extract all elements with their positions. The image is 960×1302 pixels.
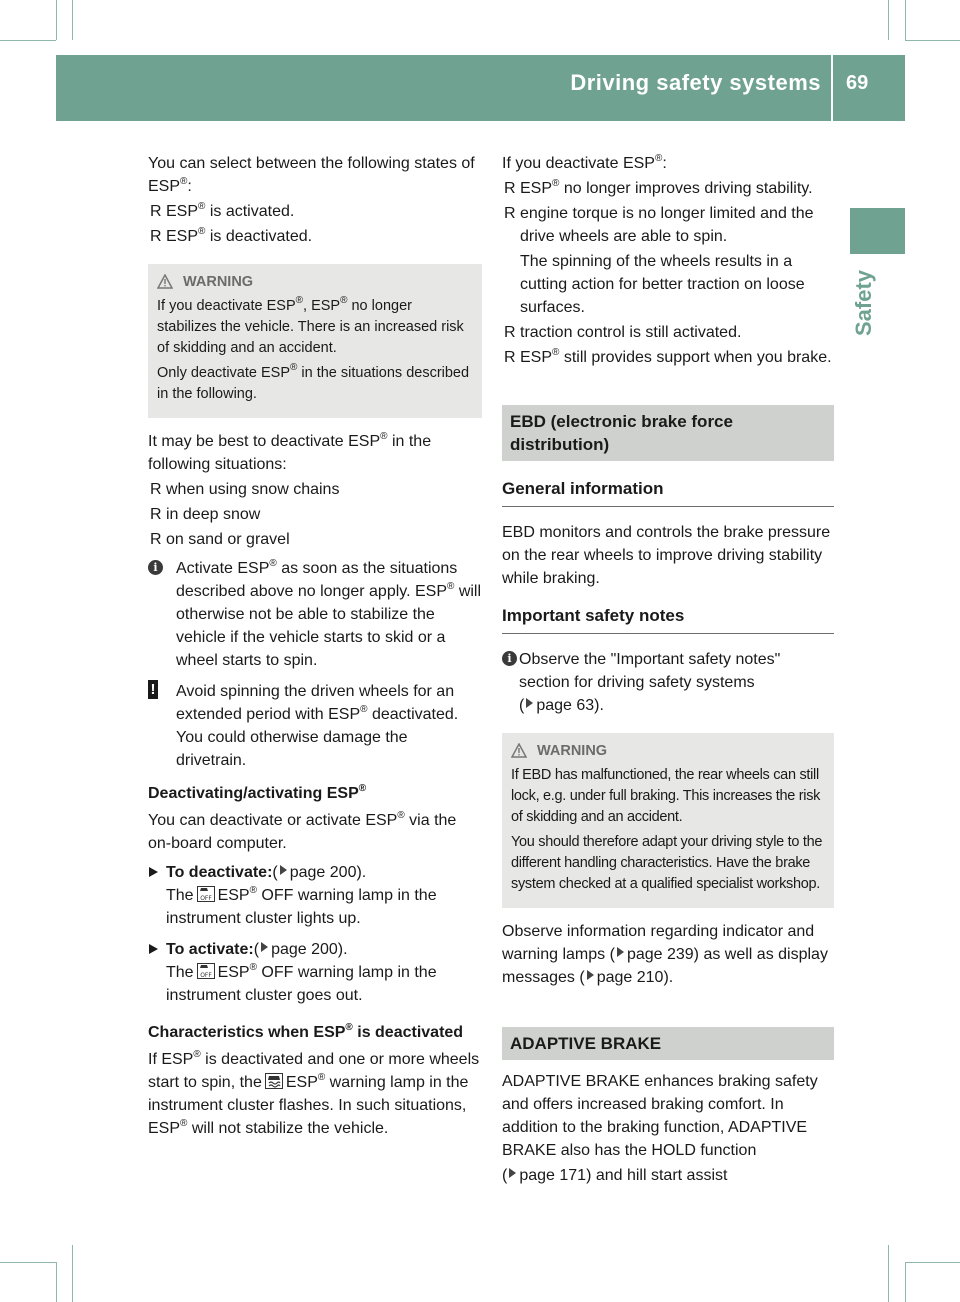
info-icon: i bbox=[148, 560, 163, 575]
page-ref-arrow-icon bbox=[587, 970, 594, 980]
characteristics-text: If ESP® is deactivated and one or more wheels start to spin, the ESP® warning lamp in the instrument cluster flashes. In such situations, ESP® will not stabilize the vehicle. bbox=[148, 1049, 480, 1137]
ebd-section-heading: EBD (electronic brake force distribution) bbox=[502, 405, 834, 461]
step-arrow-icon bbox=[149, 944, 158, 954]
list-item: R ESP® still provides support when you brake. bbox=[504, 347, 832, 366]
page-reference[interactable]: page 200). bbox=[271, 941, 348, 958]
warning-text: If EBD has malfunctioned, the rear wheels can still lock, e.g. under full braking. This increases the risk of skidding and an accident. bbox=[511, 767, 821, 825]
page-ref-arrow-icon bbox=[280, 865, 287, 875]
crop-mark bbox=[905, 1262, 960, 1263]
warning-title: WARNING bbox=[157, 272, 473, 293]
page-reference[interactable]: page 171) and hill start assist bbox=[519, 1167, 728, 1184]
list-item: R on sand or gravel bbox=[150, 531, 290, 548]
info-note: i Activate ESP® as soon as the situations described above no longer apply. ESP® will otherwise not be able to stabilize the vehicle if the vehicle starts to skid or a wheel starts to spin. bbox=[148, 557, 482, 672]
page-reference[interactable]: page 210). bbox=[596, 969, 674, 986]
page-reference[interactable]: page 239) as well as display messages ( bbox=[502, 946, 828, 986]
svg-text:OFF: OFF bbox=[199, 895, 212, 902]
header-bar bbox=[56, 55, 905, 121]
right-column bbox=[502, 152, 834, 1189]
page-ref-arrow-icon bbox=[526, 698, 533, 708]
adaptive-brake-section-heading: ADAPTIVE BRAKE bbox=[502, 1027, 834, 1060]
important-safety-notes-heading: Important safety notes bbox=[502, 604, 834, 634]
observe-information-text: Observe information regarding indicator and warning lamps ( page 239) as well as display messages ( page 210). bbox=[502, 923, 828, 986]
crop-mark bbox=[888, 0, 889, 40]
general-information-text: EBD monitors and controls the brake pressure on the rear wheels to improve driving stability while braking. bbox=[502, 524, 831, 587]
section-tab bbox=[850, 208, 905, 254]
list-item: R engine torque is no longer limited and the drive wheels are able to spin. The spinning of the wheels results in a cutting action for better traction on loose surfaces. bbox=[502, 202, 834, 319]
list-item: R when using snow chains bbox=[150, 481, 340, 498]
crop-mark bbox=[56, 1262, 57, 1302]
warning-triangle-icon bbox=[511, 743, 527, 758]
page-ref-arrow-icon bbox=[617, 947, 624, 957]
warning-triangle-icon bbox=[157, 274, 173, 289]
situations-intro: It may be best to deactivate ESP® in the following situations: bbox=[148, 431, 432, 473]
crop-mark bbox=[0, 1262, 56, 1263]
step-deactivate: To deactivate:( page 200). The OFF ESP® OFF warning lamp in the instrument cluster lights up. bbox=[148, 861, 482, 930]
list-item: R ESP® no longer improves driving stability. bbox=[504, 178, 813, 197]
list-item-continuation: The spinning of the wheels results in a cutting action for better traction on loose surfaces. bbox=[520, 253, 805, 316]
left-column bbox=[148, 152, 482, 1142]
warning-text: You should therefore adapt your driving style to the different handling characteristics. Have the brake system checked at a qualified specialist workshop. bbox=[511, 834, 823, 892]
crop-mark bbox=[72, 0, 73, 40]
step-activate: To activate:( page 200). The OFF ESP® OFF warning lamp in the instrument cluster goes out. bbox=[148, 938, 482, 1007]
section-label: Safety bbox=[851, 269, 876, 336]
adaptive-brake-text: ADAPTIVE BRAKE enhances braking safety and offers increased braking comfort. In addition to the braking function, ADAPTIVE BRAKE also has the HOLD function bbox=[502, 1073, 818, 1159]
esp-off-lamp-icon bbox=[197, 886, 215, 902]
info-note: i Observe the "Important safety notes" section for driving safety systems ( page 63). bbox=[502, 648, 834, 717]
crop-mark bbox=[905, 40, 960, 41]
svg-text:OFF: OFF bbox=[199, 972, 212, 979]
intro-text: You can select between the following states of ESP®: bbox=[148, 155, 475, 195]
warning-box bbox=[502, 733, 834, 908]
crop-mark bbox=[905, 1262, 906, 1302]
page-number: 69 bbox=[846, 72, 869, 94]
step-arrow-icon bbox=[149, 867, 158, 877]
esp-off-lamp-icon bbox=[197, 963, 215, 979]
warning-text: Only deactivate ESP® in the situations described in the following. bbox=[157, 362, 470, 402]
page-ref-arrow-icon bbox=[509, 1168, 516, 1178]
header-divider bbox=[831, 55, 833, 121]
crop-mark bbox=[905, 0, 906, 40]
warning-text: If you deactivate ESP®, ESP® no longer stabilizes the vehicle. There is an increased risk of skidding and an accident. bbox=[157, 295, 464, 356]
general-information-heading: General information bbox=[502, 477, 834, 507]
header-title: Driving safety systems bbox=[570, 70, 821, 95]
crop-mark bbox=[72, 1245, 73, 1302]
crop-mark bbox=[888, 1245, 889, 1302]
crop-mark bbox=[0, 40, 56, 41]
crop-mark bbox=[56, 0, 57, 40]
characteristics-heading: Characteristics when ESP® is deactivated bbox=[148, 1022, 464, 1041]
page-ref-arrow-icon bbox=[261, 942, 268, 952]
deactivate-intro: If you deactivate ESP®: bbox=[502, 153, 667, 172]
esp-warning-lamp-icon bbox=[265, 1073, 283, 1089]
caution-note: ! Avoid spinning the driven wheels for an extended period with ESP® deactivated. You could otherwise damage the drivetrain. bbox=[148, 680, 482, 772]
adaptive-brake-reference: ( page 171) and hill start assist bbox=[502, 1167, 728, 1184]
warning-title: WARNING bbox=[511, 741, 825, 762]
list-item: R ESP® is deactivated. bbox=[150, 226, 313, 245]
list-item: R in deep snow bbox=[150, 506, 261, 523]
page-reference[interactable]: page 63). bbox=[536, 697, 604, 714]
page-reference[interactable]: page 200). bbox=[289, 864, 367, 881]
warning-box bbox=[148, 264, 482, 418]
info-icon: i bbox=[502, 651, 517, 666]
list-item: R traction control is still activated. bbox=[504, 324, 742, 341]
caution-icon: ! bbox=[148, 680, 158, 699]
deactivating-text: You can deactivate or activate ESP® via the on-board computer. bbox=[148, 810, 457, 852]
list-item: R ESP® is activated. bbox=[150, 201, 295, 220]
deactivating-heading: Deactivating/activating ESP® bbox=[148, 783, 367, 802]
